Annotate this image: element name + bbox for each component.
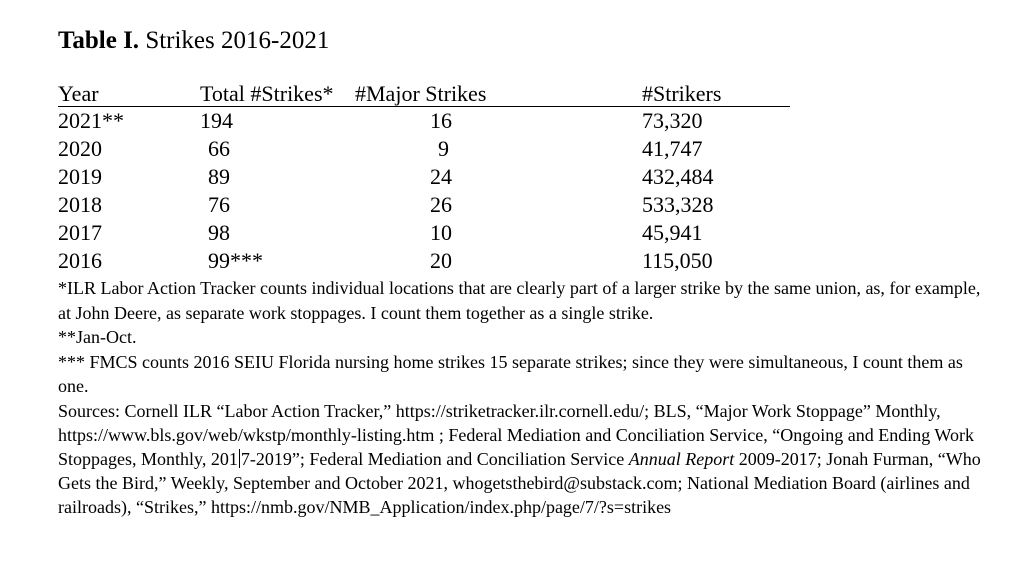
table-title-text: Strikes 2016-2021 — [139, 27, 330, 54]
major-strikes-cell: 16 — [430, 108, 452, 133]
table-header-row — [58, 82, 790, 107]
table-row — [58, 163, 790, 191]
footnote-1: *ILR Labor Action Tracker counts individual locations that are clearly part of a larger strike by the same union, as, for example, at John Deere, as separate work stoppages. I count them together as a single strike. — [58, 278, 981, 323]
strikers-cell: 45,941 — [642, 220, 703, 245]
table-row — [58, 107, 790, 136]
table-notes — [58, 276, 988, 519]
major-strikes-cell: 10 — [430, 220, 452, 245]
table-title — [58, 27, 329, 55]
strikers-cell: 533,328 — [642, 192, 714, 217]
total-strikes-cell: 98 — [208, 220, 230, 245]
year-cell: 2018 — [58, 192, 102, 217]
table-body — [58, 107, 790, 276]
year-cell: 2020 — [58, 136, 102, 161]
strikes-table — [58, 82, 790, 275]
major-strikes-cell: 26 — [430, 192, 452, 217]
header-total-strikes: Total #Strikes* — [200, 82, 355, 107]
sources-note — [58, 399, 988, 519]
header-strikers: #Strikers — [642, 82, 790, 107]
major-strikes-cell: 9 — [438, 136, 449, 161]
header-year: Year — [58, 82, 200, 107]
footnote-2: **Jan-Oct. — [58, 327, 137, 347]
year-cell: 2021** — [58, 108, 124, 133]
text-cursor — [239, 449, 240, 468]
sources-text-c: 2009-2017; Jonah Furman, “Who Gets the Bird,” Weekly, September and October 2021, whogetsthebird@substack.com; National Mediation Board (airlines and railroads), “Strikes,” https://nmb.gov/NMB_Application/index.php/page/7/?s=strikes — [58, 448, 981, 517]
total-strikes-cell: 194 — [200, 108, 233, 133]
header-major-strikes: #Major Strikes — [355, 82, 642, 107]
table-row — [58, 247, 790, 275]
strikers-cell: 41,747 — [642, 136, 703, 161]
table-row — [58, 191, 790, 219]
total-strikes-cell: 89 — [208, 164, 230, 189]
total-strikes-cell: 99*** — [208, 248, 263, 273]
table-title-label: Table I. — [58, 27, 140, 54]
total-strikes-cell: 66 — [208, 136, 230, 161]
sources-text-a: Sources: Cornell ILR “Labor Action Tracker,” https://striketracker.ilr.cornell.edu/; BLS, “Major Work Stoppage” Monthly, https://www.bls.gov/web/wkstp/monthly-listing.htm ; Federal Mediation and Conciliation Service, “Ongoing and Ending Work Stoppages, Monthly, 201 — [58, 400, 974, 469]
major-strikes-cell: 24 — [430, 164, 452, 189]
strikers-cell: 432,484 — [642, 164, 714, 189]
year-cell: 2016 — [58, 248, 102, 273]
year-cell: 2017 — [58, 220, 102, 245]
total-strikes-cell: 76 — [208, 192, 230, 217]
sources-italic-title: Annual Report — [628, 448, 735, 469]
major-strikes-cell: 20 — [430, 248, 452, 273]
table-row — [58, 135, 790, 163]
sources-text-b: 7-2019”; Federal Mediation and Conciliation Service — [240, 448, 629, 469]
footnote-3: *** FMCS counts 2016 SEIU Florida nursing home strikes 15 separate strikes; since they were simultaneous, I count them as one. — [58, 351, 963, 396]
year-cell: 2019 — [58, 164, 102, 189]
strikers-cell: 73,320 — [642, 108, 703, 133]
table-row — [58, 219, 790, 247]
strikers-cell: 115,050 — [642, 248, 713, 273]
